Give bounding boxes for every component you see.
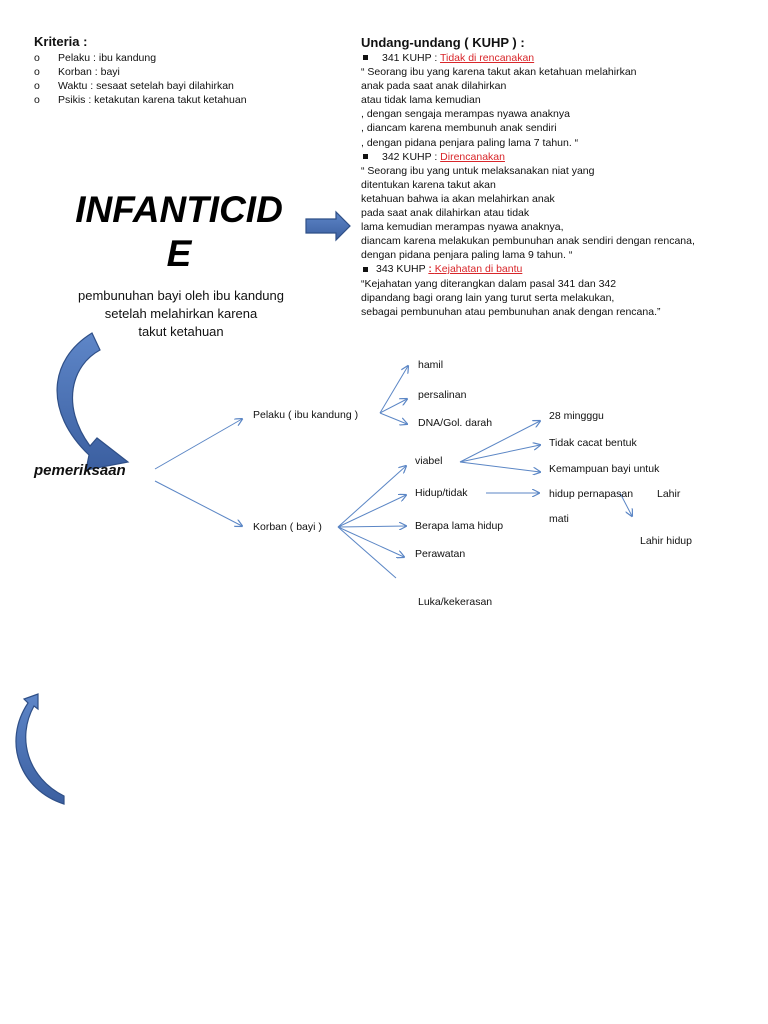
edge-korban-viabel: [338, 466, 406, 527]
root-node: pemeriksaan: [34, 462, 126, 479]
edge-korban-hidup: [338, 495, 406, 527]
node-mati: mati: [549, 513, 569, 525]
tag-342: Direncanakan: [440, 150, 505, 163]
list-item: o Waktu : sesaat setelah bayi dilahirkan: [34, 80, 234, 92]
node-lahir-hidup: Lahir hidup: [640, 535, 692, 547]
section-343: 343 KUHP : Kejahatan di bantu: [361, 262, 695, 276]
node-viabel: viabel: [415, 455, 443, 467]
kriteria-heading: Kriteria :: [34, 34, 88, 49]
list-item: o Pelaku : ibu kandung: [34, 52, 157, 64]
list-item: o Psikis : ketakutan karena takut ketahuan: [34, 94, 247, 106]
tag-341: Tidak di rencanakan: [439, 52, 535, 64]
definition-text: pembunuhan bayi oleh ibu kandung setelah melahirkan karena takut ketahuan: [77, 288, 284, 339]
page-title: INFANTICID E: [75, 189, 283, 274]
section-341: 341 KUHP : Tidak di rencanakan: [361, 51, 695, 65]
node-luka: Luka/kekerasan: [418, 596, 493, 608]
tag-343: Kejahatan di bantu: [434, 263, 523, 276]
edge-viabel-cacat: [460, 445, 540, 462]
node-kemampuan: Kemampuan bayi untuk: [549, 463, 660, 475]
node-korban: Korban ( bayi ): [253, 521, 322, 533]
edge-root-korban: [155, 481, 242, 526]
right-arrow-icon: [306, 212, 350, 240]
node-lahir: Lahir: [657, 488, 681, 500]
node-hidup-tidak: Hidup/tidak: [415, 487, 468, 499]
curved-arrow-icon: [57, 333, 128, 470]
edge-korban-perawatan: [338, 527, 404, 557]
edge-viabel-kemampuan: [460, 462, 540, 472]
node-hidup-pernapasan: hidup pernapasan: [549, 488, 634, 500]
node-tidak-cacat: Tidak cacat bentuk: [549, 437, 637, 449]
node-dna: DNA/Gol. darah: [418, 417, 493, 429]
node-hamil: hamil: [418, 359, 444, 371]
list-item: o Korban : bayi: [34, 66, 120, 78]
edge-pelaku-dna: [380, 413, 407, 424]
node-berapa-lama: Berapa lama hidup: [415, 520, 504, 532]
edge-root-pelaku: [155, 419, 242, 469]
law-text-block: 341 KUHP : Tidak di rencanakan “ Seorang ibu yang karena takut akan ketahuan melahirkan anak pada saat anak dilahirkan atau tidak lama kemudian , dengan sengaja merampas nyawa anaknya , diancam karena membunuh anak sendiri , dengan pidana penjara paling lama 7 tahun. “ 342 KUHP : Direncanakan “ Seorang ibu yang untuk melaksanakan niat yang ditentukan karena takut akan ketahuan bahwa ia akan melahirkan anak pada saat anak dilahirkan atau tidak lama kemudian merampas nyawa anaknya, diancam karena melakukan pembunuhan anak sendiri dengan rencana, dengan pidana penjara paling lama 9 tahun. “ 343 KUHP : Kejahatan di bantu “Kejahatan yang diterangkan dalam pasal 341 dan 342 dipandang bagi orang lain yang turut serta melakukan, sebagai pembunuhan atau pembunuhan anak dengan rencana.”: [361, 52, 695, 318]
node-28-minggu: 28 mingggu: [549, 410, 604, 422]
node-pelaku: Pelaku ( ibu kandung ): [253, 409, 359, 421]
section-342: 342 KUHP : Direncanakan: [361, 150, 695, 164]
node-persalinan: persalinan: [418, 389, 467, 401]
node-perawatan: Perawatan: [415, 548, 466, 560]
edge-korban-luka: [338, 527, 396, 578]
curved-arrow-small-icon: [16, 694, 64, 804]
uu-heading: Undang-undang ( KUHP ) :: [361, 35, 525, 50]
edge-korban-lama: [338, 526, 406, 527]
